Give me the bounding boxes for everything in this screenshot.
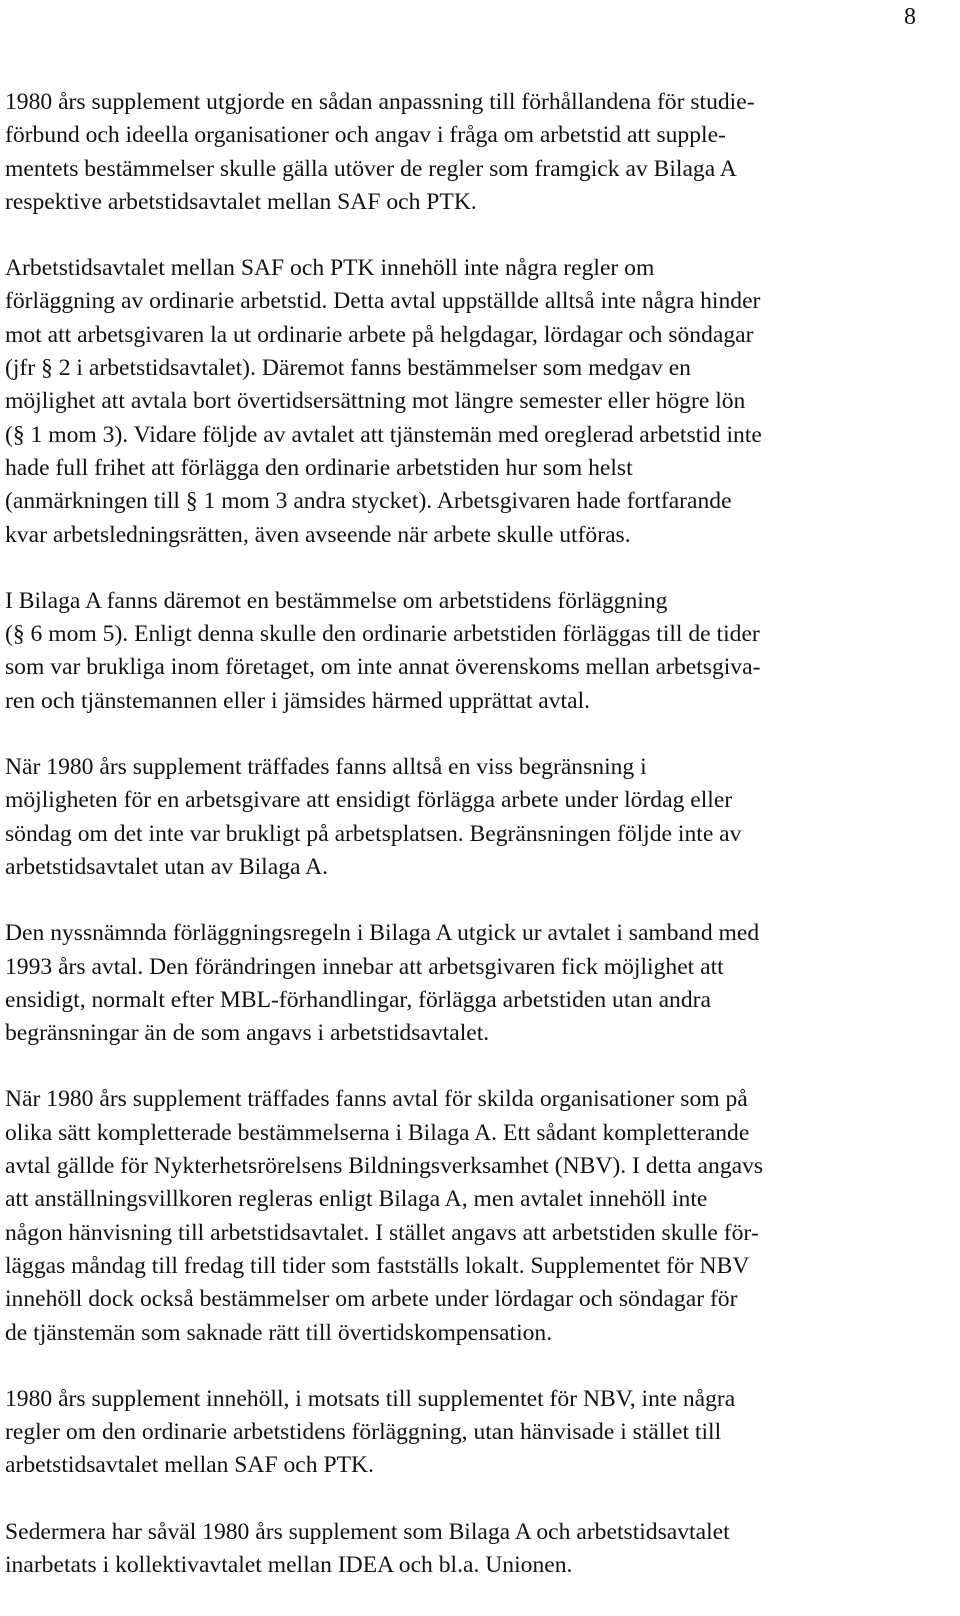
text-line: När 1980 års supplement träffades fanns avtal för skilda organisationer som på bbox=[5, 1086, 748, 1113]
text-line: arbetstidsavtalet mellan SAF och PTK. bbox=[5, 1452, 374, 1479]
text-line: ren och tjänstemannen eller i jämsides härmed upprättat avtal. bbox=[5, 687, 591, 714]
text-line: söndag om det inte var brukligt på arbetsplatsen. Begränsningen följde inte av bbox=[5, 820, 742, 847]
paragraph bbox=[5, 751, 945, 884]
text-line: innehöll dock också bestämmelser om arbete under lördagar och söndagar för bbox=[5, 1286, 738, 1313]
paragraph bbox=[5, 1083, 945, 1349]
document-body bbox=[5, 86, 945, 1615]
text-line: hade full frihet att förlägga den ordinarie arbetstiden hur som helst bbox=[5, 454, 633, 481]
text-line: förläggning av ordinarie arbetstid. Detta avtal uppställde alltså inte några hinder bbox=[5, 288, 761, 315]
paragraph bbox=[5, 1383, 945, 1483]
text-line: Den nyssnämnda förläggningsregeln i Bilaga A utgick ur avtalet i samband med bbox=[5, 920, 760, 947]
text-line: de tjänstemän som saknade rätt till övertidskompensation. bbox=[5, 1319, 553, 1346]
text-line: arbetstidsavtalet utan av Bilaga A. bbox=[5, 853, 329, 880]
text-line: regler om den ordinarie arbetstidens förläggning, utan hänvisade i stället till bbox=[5, 1419, 722, 1446]
text-line: begränsningar än de som angavs i arbetstidsavtalet. bbox=[5, 1020, 490, 1047]
text-line: ensidigt, normalt efter MBL-förhandlingar, förlägga arbetstiden utan andra bbox=[5, 986, 711, 1013]
text-line: När 1980 års supplement träffades fanns alltså en viss begränsning i bbox=[5, 754, 647, 781]
text-line: att anställningsvillkoren regleras enligt Bilaga A, men avtalet innehöll inte bbox=[5, 1186, 708, 1213]
text-line: 1993 års avtal. Den förändringen innebar att arbetsgivaren fick möjlighet att bbox=[5, 953, 724, 980]
paragraph bbox=[5, 86, 945, 219]
text-line: mentets bestämmelser skulle gälla utöver de regler som framgick av Bilaga A bbox=[5, 155, 737, 182]
text-line: (anmärkningen till § 1 mom 3 andra stycket). Arbetsgivaren hade fortfarande bbox=[5, 488, 732, 515]
text-line: I Bilaga A fanns däremot en bestämmelse om arbetstidens förläggning bbox=[5, 587, 668, 614]
text-line: (§ 1 mom 3). Vidare följde av avtalet att tjänstemän med oreglerad arbetstid inte bbox=[5, 421, 762, 448]
text-line: Sedermera har såväl 1980 års supplement som Bilaga A och arbetstidsavtalet bbox=[5, 1518, 730, 1545]
text-line: möjlighet att avtala bort övertidsersättning mot längre semester eller högre lön bbox=[5, 388, 746, 415]
text-line: som var brukliga inom företaget, om inte annat överenskoms mellan arbetsgiva- bbox=[5, 654, 761, 681]
paragraph bbox=[5, 917, 945, 1050]
text-line: kvar arbetsledningsrätten, även avseende när arbete skulle utföras. bbox=[5, 521, 631, 548]
page-number: 8 bbox=[904, 4, 916, 30]
text-line: inarbetats i kollektivavtalet mellan IDEA och bl.a. Unionen. bbox=[5, 1551, 573, 1578]
text-line: någon hänvisning till arbetstidsavtalet. I stället angavs att arbetstiden skulle för- bbox=[5, 1219, 759, 1246]
paragraph bbox=[5, 585, 945, 718]
text-line: mot att arbetsgivaren la ut ordinarie arbete på helgdagar, lördagar och söndagar bbox=[5, 321, 754, 348]
text-line: (§ 6 mom 5). Enligt denna skulle den ordinarie arbetstiden förläggas till de tider bbox=[5, 621, 760, 648]
text-line: respektive arbetstidsavtalet mellan SAF och PTK. bbox=[5, 188, 477, 215]
text-line: 1980 års supplement innehöll, i motsats till supplementet för NBV, inte några bbox=[5, 1385, 736, 1412]
text-line: 1980 års supplement utgjorde en sådan anpassning till förhållandena för studie- bbox=[5, 89, 755, 115]
text-line: Arbetstidsavtalet mellan SAF och PTK innehöll inte några regler om bbox=[5, 255, 655, 282]
text-line: olika sätt kompletterade bestämmelserna i Bilaga A. Ett sådant kompletterande bbox=[5, 1119, 750, 1146]
text-line: (jfr § 2 i arbetstidsavtalet). Däremot fanns bestämmelser som medgav en bbox=[5, 355, 691, 382]
text-line: förbund och ideella organisationer och angav i fråga om arbetstid att supple- bbox=[5, 122, 726, 149]
text-line: läggas måndag till fredag till tider som fastställs lokalt. Supplementet för NBV bbox=[5, 1252, 750, 1279]
text-line: möjligheten för en arbetsgivare att ensidigt förlägga arbete under lördag eller bbox=[5, 787, 733, 814]
paragraph bbox=[5, 252, 945, 552]
paragraph bbox=[5, 1516, 945, 1583]
text-line: avtal gällde för Nykterhetsrörelsens Bildningsverksamhet (NBV). I detta angavs bbox=[5, 1153, 764, 1180]
